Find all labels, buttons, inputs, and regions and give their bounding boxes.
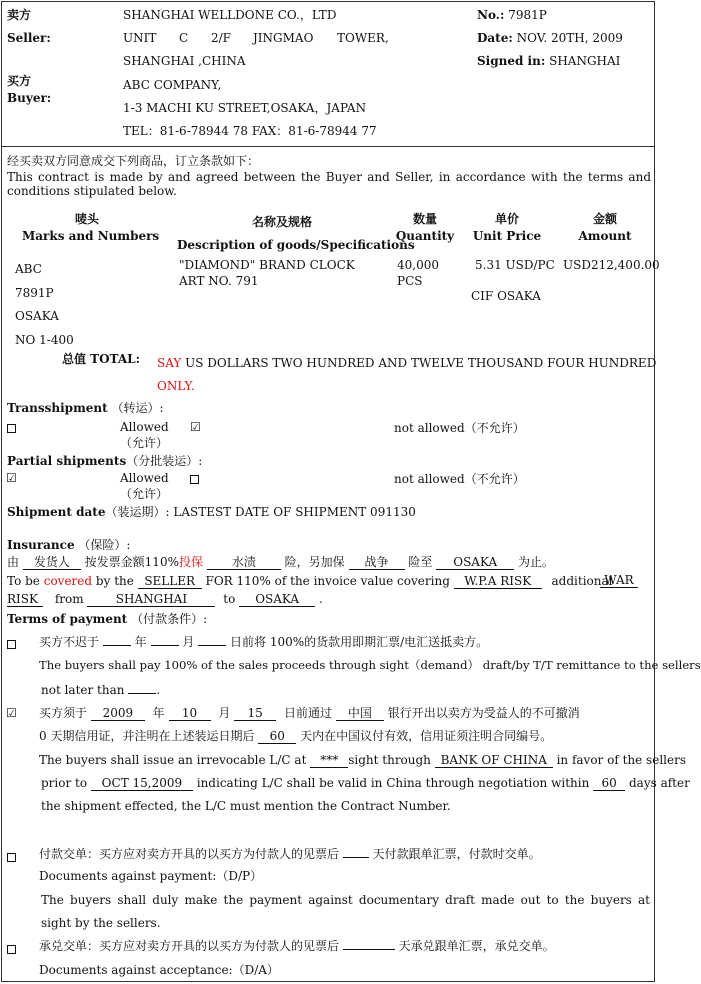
- payment-da-checkbox[interactable]: [7, 942, 16, 956]
- buyer-address: 1-3 MACHI KU STREET,OSAKA，JAPAN: [123, 101, 367, 115]
- col-header-amount: 金额 Amount: [578, 212, 632, 244]
- buyer-name: ABC COMPANY,: [123, 78, 222, 92]
- seller-address-city: SHANGHAI ,CHINA: [123, 54, 246, 68]
- transshipment-not-allowed-checkbox[interactable]: ☑: [190, 420, 201, 434]
- quantity-unit: PCS: [397, 274, 423, 288]
- intro-en: This contract is made by and agreed between the Buyer and Seller, in accordance with the terms and conditions stipulated below.: [7, 170, 651, 199]
- payment-da-days[interactable]: [343, 949, 395, 950]
- partial-not-allowed-label: not allowed（不允许）: [394, 472, 525, 486]
- insurance-en-line-1: To be covered by the SELLER FOR 110% of the invoice value covering W.P.A RISK additional: [7, 574, 613, 588]
- seller-name: SHANGHAI WELLDONE CO.，LTD: [123, 8, 337, 22]
- payment-lc-day[interactable]: 15: [234, 707, 276, 721]
- amount-value: USD212,400.00: [563, 258, 660, 272]
- payment-lc-month[interactable]: 10: [169, 707, 211, 721]
- col-header-marks: 唛头 Marks and Numbers: [22, 212, 160, 244]
- buyer-cn-label: 买方: [7, 74, 32, 88]
- signed-in: Signed in: SHANGHAI: [477, 54, 621, 68]
- total-in-words: SAY US DOLLARS TWO HUNDRED AND TWELVE THOUSAND FOUR HUNDRED: [157, 356, 657, 370]
- partial-allowed-cn: （允许）: [120, 487, 169, 501]
- partial-shipments-title: Partial shipments（分批装运）:: [7, 454, 203, 468]
- payment-lc-sight[interactable]: ***: [310, 754, 348, 768]
- price-term: CIF OSAKA: [471, 289, 541, 303]
- insurance-cn-party[interactable]: 发货人: [23, 556, 81, 570]
- payment-dp-en: The buyers shall duly make the payment against documentary draft made out to the buyers at: [41, 893, 650, 907]
- insurance-en-line-2: RISK from SHANGHAI to OSAKA .: [7, 592, 323, 606]
- unit-price-value: 5.31 USD/PC: [475, 258, 555, 272]
- payment-title: Terms of payment （付款条件）:: [7, 612, 208, 626]
- insurance-en-to-port[interactable]: OSAKA: [239, 593, 315, 607]
- payment-lc-bank[interactable]: BANK OF CHINA: [435, 754, 553, 768]
- payment-tt-cn: 买方不迟于 年 月 日前将 100%的货款用即期汇票/电汇送抵卖方。: [39, 635, 489, 649]
- contract-number: No.: 7981P: [477, 8, 547, 22]
- insurance-cn-risk[interactable]: 水渍: [207, 556, 281, 570]
- col-header-description: 名称及规格 Description of goods/Specifications: [177, 215, 415, 253]
- partial-allowed-checkbox[interactable]: ☑: [6, 471, 17, 485]
- payment-tt-year[interactable]: [103, 645, 131, 646]
- seller-address-building: JINGMAO: [253, 31, 314, 45]
- payment-dp-days[interactable]: [343, 857, 369, 858]
- transshipment-allowed-label: Allowed: [120, 420, 169, 434]
- seller-address-unit: UNIT: [123, 31, 157, 45]
- shipment-date: Shipment date（装运期）: LASTEST DATE OF SHIPMENT 091130: [7, 505, 416, 519]
- payment-dp-en-title: Documents against payment:（D/P）: [39, 869, 263, 883]
- insurance-en-risk[interactable]: W.P.A RISK: [454, 575, 542, 589]
- payment-dp-cn: 付款交单：买方应对卖方开具的以买方为付款人的见票后 天付款跟单汇票，付款时交单。: [39, 847, 541, 861]
- payment-dp-checkbox[interactable]: [7, 850, 16, 864]
- contract-page: [1, 1, 701, 982]
- payment-tt-en: The buyers shall pay 100% of the sales proceeds through sight（demand） draft/by T/T remittance to the sellers: [39, 658, 701, 672]
- seller-cn-label: 卖方: [7, 8, 32, 22]
- seller-address-floor: 2/F: [211, 31, 232, 45]
- insurance-en-party[interactable]: SELLER: [138, 575, 202, 589]
- payment-lc-days-cn[interactable]: 60: [258, 730, 296, 744]
- buyer-tel-fax: TEL：81-6-78944 78 FAX：81-6-78944 77: [123, 124, 377, 138]
- mark-line-2: 7891P: [15, 286, 54, 300]
- insurance-cn-war[interactable]: 战争: [349, 556, 405, 570]
- header-divider: [2, 146, 654, 147]
- insurance-cn: 由 发货人 按发票金额110%投保 水渍 险，另加保 战争 险至 OSAKA 为止。: [7, 555, 555, 569]
- payment-tt-day[interactable]: [198, 645, 226, 646]
- seller-address-c: C: [179, 31, 189, 45]
- seller-en-label: Seller:: [7, 31, 51, 45]
- transshipment-allowed-checkbox[interactable]: [7, 421, 16, 435]
- total-label: 总值 TOTAL:: [62, 352, 141, 366]
- payment-lc-date[interactable]: OCT 15,2009: [91, 777, 193, 791]
- col-header-quantity: 数量 Quantity: [395, 212, 455, 244]
- payment-da-cn: 承兑交单：买方应对卖方开具的以买方为付款人的见票后 天承兑跟单汇票，承兑交单。: [39, 939, 555, 953]
- payment-lc-cn-line-2: 0 天期信用证，并注明在上述装运日期后 60 天内在中国议付有效，信用证须注明合同编号。: [39, 729, 553, 743]
- payment-lc-checkbox[interactable]: ☑: [6, 706, 17, 720]
- transshipment-not-allowed-label: not allowed（不允许）: [394, 421, 525, 435]
- payment-lc-year[interactable]: 2009: [91, 707, 145, 721]
- buyer-en-label: Buyer:: [7, 91, 52, 105]
- seller-address-tower: TOWER,: [337, 31, 389, 45]
- partial-not-allowed-checkbox[interactable]: [190, 472, 199, 486]
- description-line-1: "DIAMOND" BRAND CLOCK: [179, 258, 355, 272]
- mark-line-3: OSAKA: [15, 309, 59, 323]
- insurance-en-from-port[interactable]: SHANGHAI: [87, 593, 215, 607]
- payment-tt-deadline[interactable]: [128, 693, 156, 694]
- insurance-title: Insurance （保险）:: [7, 538, 131, 552]
- insurance-en-war[interactable]: WAR: [600, 574, 638, 588]
- intro-cn: 经买卖双方同意成交下列商品，订立条款如下：: [7, 154, 260, 168]
- quantity-value: 40,000: [397, 258, 439, 272]
- col-header-unit-price: 单价 Unit Price: [472, 212, 542, 244]
- total-only: ONLY.: [157, 379, 195, 393]
- payment-tt-en-deadline: not later than .: [41, 683, 161, 697]
- payment-tt-month[interactable]: [151, 645, 179, 646]
- mark-line-1: ABC: [15, 262, 42, 276]
- payment-lc-en-line-3: the shipment effected, the L/C must mention the Contract Number.: [41, 799, 451, 813]
- mark-line-4: NO 1-400: [15, 333, 74, 347]
- insurance-en-war-cont[interactable]: RISK: [7, 593, 43, 607]
- payment-lc-bank-cn[interactable]: 中国: [336, 707, 384, 721]
- payment-lc-cn-line-1: 买方须于 2009 年 10 月 15 日前通过 中国 银行开出以卖方为受益人的不可撤消: [39, 706, 580, 720]
- description-line-2: ART NO. 791: [179, 274, 259, 288]
- payment-da-en-title: Documents against acceptance:（D/A）: [39, 963, 279, 977]
- payment-tt-checkbox[interactable]: [7, 637, 16, 651]
- contract-date: Date: NOV. 20TH, 2009: [477, 31, 623, 45]
- payment-lc-en-line-1: The buyers shall issue an irrevocable L/C at *** sight through BANK OF CHINA in favor of the sellers: [39, 753, 686, 767]
- transshipment-title: Transshipment （转运）:: [7, 401, 164, 415]
- insurance-cn-port[interactable]: OSAKA: [436, 556, 514, 570]
- partial-allowed-label: Allowed: [120, 471, 169, 485]
- payment-lc-days[interactable]: 60: [593, 777, 625, 791]
- transshipment-allowed-cn: （允许）: [120, 436, 169, 450]
- payment-lc-en-line-2: prior to OCT 15,2009 indicating L/C shall be valid in China through negotiation within 60 days after: [41, 776, 690, 790]
- payment-dp-en-line-2: sight by the sellers.: [41, 916, 161, 930]
